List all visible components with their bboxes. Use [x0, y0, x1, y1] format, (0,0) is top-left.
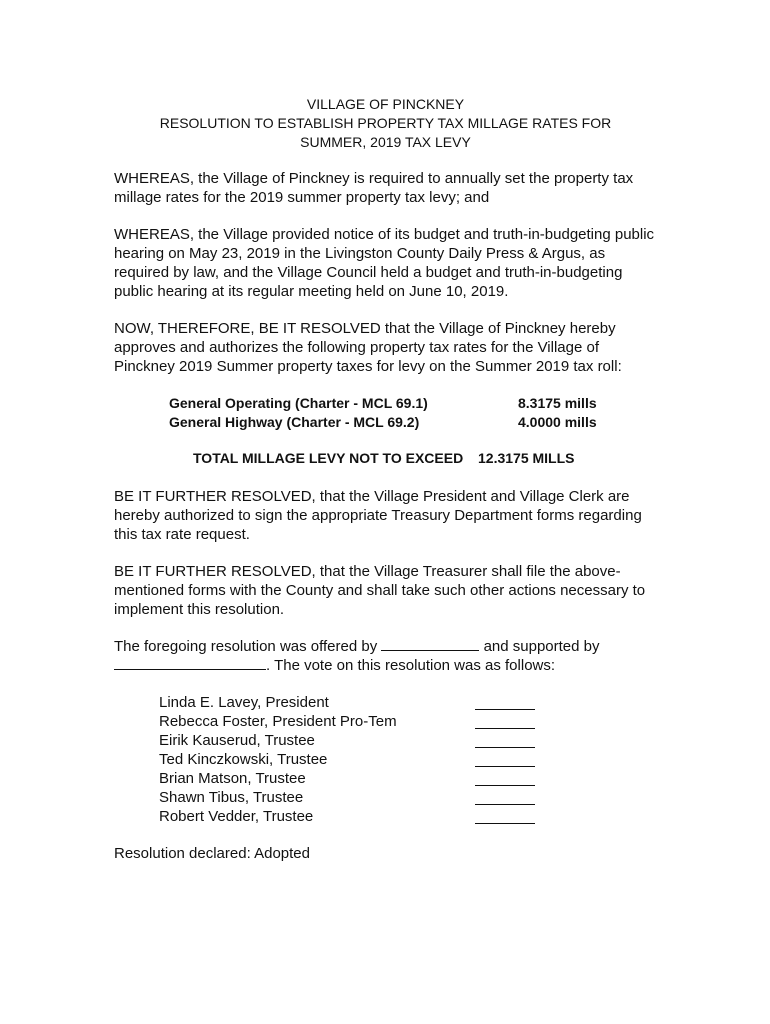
rate-value: 8.3175 mills: [518, 395, 597, 411]
vote-blank-line: [475, 735, 535, 748]
vote-member-name: Shawn Tibus, Trustee: [159, 789, 304, 806]
vote-member-name: Brian Matson, Trustee: [159, 770, 306, 787]
offered-mid: and supported by: [483, 638, 600, 655]
vote-blank-line: [475, 697, 535, 710]
total-value: 12.3175 MILLS: [478, 450, 575, 466]
vote-blank-line: [475, 716, 535, 729]
vote-row: [114, 788, 659, 807]
header-tax-levy: SUMMER, 2019 TAX LEVY: [300, 134, 471, 150]
vote-blank-line: [475, 754, 535, 767]
header-village-name: VILLAGE OF PINCKNEY: [306, 96, 465, 112]
offered-by-blank: [381, 637, 479, 651]
vote-member-name: Eirik Kauserud, Trustee: [159, 732, 315, 749]
total-label: TOTAL MILLAGE LEVY NOT TO EXCEED: [193, 450, 464, 466]
vote-row: [114, 693, 659, 712]
vote-blank-line: [475, 773, 535, 786]
vote-row: [114, 769, 659, 788]
vote-member-name: Rebecca Foster, President Pro-Tem: [159, 713, 397, 730]
document-page: [114, 95, 659, 863]
vote-list: [114, 693, 659, 826]
vote-member-name: Linda E. Lavey, President: [159, 694, 329, 711]
offered-prefix: The foregoing resolution was offered by: [114, 638, 378, 655]
vote-blank-line: [475, 792, 535, 805]
resolution-declared: Resolution declared: Adopted: [114, 845, 310, 862]
vote-member-name: Ted Kinczkowski, Trustee: [159, 751, 328, 768]
vote-row: [114, 731, 659, 750]
vote-row: [114, 807, 659, 826]
supported-by-blank: [114, 656, 266, 670]
now-therefore-paragraph: NOW, THEREFORE, BE IT RESOLVED that the Village of Pinckney hereby approves and authorizes the following property tax rates for the Village of Pinckney 2019 Summer property taxes for levy on the Summer 2019 tax roll:: [114, 320, 622, 375]
rate-label: General Operating (Charter - MCL 69.1): [169, 395, 428, 411]
rate-row-operating: [114, 394, 659, 413]
whereas-paragraph-1: WHEREAS, the Village of Pinckney is required to annually set the property tax millage rates for the 2019 summer property tax levy; and: [114, 170, 634, 206]
header-resolution-title: RESOLUTION TO ESTABLISH PROPERTY TAX MILLAGE RATES FOR: [159, 115, 612, 131]
rate-row-highway: [114, 413, 659, 432]
rate-value: 4.0000 mills: [518, 414, 597, 430]
further-resolved-paragraph-1: BE IT FURTHER RESOLVED, that the Village President and Village Clerk are hereby authorized to sign the appropriate Treasury Department forms regarding this tax rate request.: [114, 488, 642, 543]
millage-rates-table: [114, 394, 659, 432]
vote-blank-line: [475, 811, 535, 824]
document-header: [112, 95, 659, 152]
vote-row: [114, 712, 659, 731]
total-millage-row: [114, 449, 659, 468]
whereas-paragraph-2: WHEREAS, the Village provided notice of its budget and truth-in-budgeting public hearing on May 23, 2019 in the Livingston County Daily Press & Argus, as required by law, and the Village Council held a budget and truth-in-budgeting public hearing at its regular meeting held on June 10, 2019.: [114, 226, 655, 300]
offered-by-paragraph: [114, 637, 659, 675]
offered-suffix: . The vote on this resolution was as follows:: [266, 657, 556, 674]
vote-row: [114, 750, 659, 769]
rate-label: General Highway (Charter - MCL 69.2): [169, 414, 420, 430]
vote-member-name: Robert Vedder, Trustee: [159, 808, 314, 825]
further-resolved-paragraph-2: BE IT FURTHER RESOLVED, that the Village Treasurer shall file the above-mentioned forms with the County and shall take such other actions necessary to implement this resolution.: [114, 563, 646, 618]
